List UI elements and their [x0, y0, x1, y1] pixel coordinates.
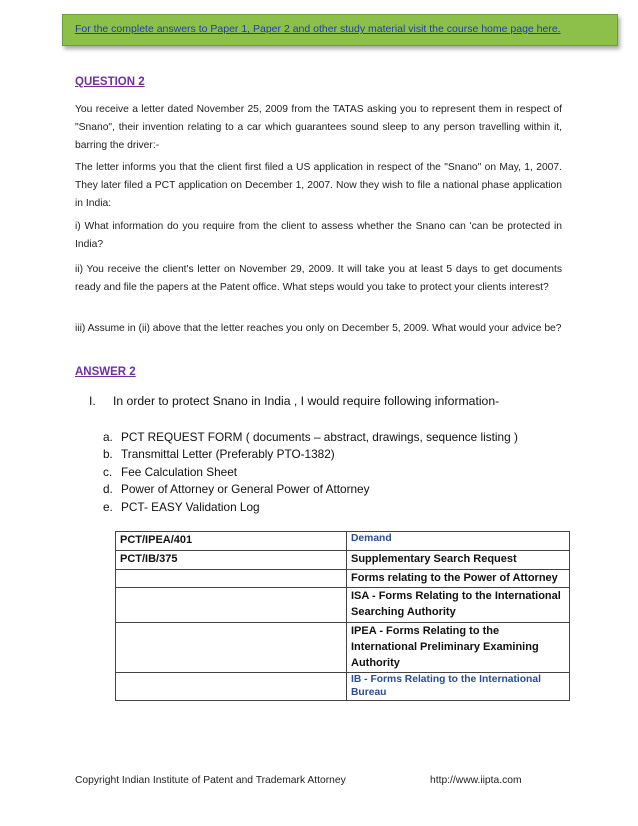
list-item — [103, 430, 518, 447]
list-item — [103, 482, 518, 499]
required-documents-list — [103, 430, 518, 517]
form-desc-cell: IB - Forms Relating to the International Bureau — [347, 673, 570, 701]
form-code-cell — [116, 588, 347, 623]
table-row — [116, 588, 570, 623]
table-row — [116, 622, 570, 672]
footer-url: http://www.iipta.com — [430, 775, 522, 786]
table-row — [116, 532, 570, 551]
form-desc-cell: ISA - Forms Relating to the International Searching Authority — [347, 588, 570, 623]
question-part-iii: iii) Assume in (ii) above that the letter reaches you only on December 5, 2009. What would your advice be? — [75, 323, 562, 334]
list-item-text: Transmittal Letter (Preferably PTO-1382) — [121, 447, 335, 462]
course-home-link[interactable]: For the complete answers to Paper 1, Paper 2 and other study material visit the course home page here. — [75, 23, 561, 35]
list-marker: d. — [103, 482, 113, 497]
list-item-text: Power of Attorney or General Power of Attorney — [121, 482, 370, 497]
answer-intro — [89, 394, 499, 408]
question-paragraph: You receive a letter dated November 25, 2009 from the TATAS asking you to represent them in respect of "Snano", their invention relating to a car which guarantees sound sleep to any person travelling within it, barring the driver:- — [75, 104, 562, 151]
list-item-text: Fee Calculation Sheet — [121, 464, 238, 479]
footer-copyright: Copyright Indian Institute of Patent and Trademark Attorney — [75, 775, 346, 786]
course-home-banner — [62, 14, 618, 46]
table-row — [116, 569, 570, 588]
question-heading: QUESTION 2 — [75, 76, 145, 88]
list-marker: a. — [103, 430, 113, 444]
intro-marker: I. — [89, 394, 96, 408]
intro-text: In order to protect Snano in India , I would require following information- — [113, 394, 500, 408]
table-row — [116, 673, 570, 701]
form-code-cell — [116, 673, 347, 701]
list-marker: b. — [103, 447, 113, 462]
list-item-text: PCT REQUEST FORM ( documents – abstract, drawings, sequence listing ) — [121, 430, 518, 444]
list-item-text: PCT- EASY Validation Log — [121, 499, 260, 514]
form-desc-cell: Forms relating to the Power of Attorney — [347, 569, 570, 588]
list-item — [103, 465, 518, 482]
list-marker: e. — [103, 499, 113, 514]
question-part-ii: ii) You receive the client's letter on November 29, 2009. It will take you at least 5 days to get documents ready and file the papers at the Patent office. What steps would you take to protect your clients interest? — [75, 264, 562, 293]
list-marker: c. — [103, 464, 113, 479]
answer-heading: ANSWER 2 — [75, 366, 136, 378]
pct-forms-table — [115, 531, 570, 701]
table-row — [116, 550, 570, 569]
list-item — [103, 500, 518, 517]
list-item — [103, 447, 518, 464]
form-code-cell — [116, 569, 347, 588]
form-desc-cell: Supplementary Search Request — [347, 550, 570, 569]
form-code-cell: PCT/IPEA/401 — [116, 532, 347, 551]
question-paragraph: The letter informs you that the client first filed a US application in respect of the "Snano" on May, 1, 2007. They later filed a PCT application on December 1, 2007. Now they wish to file a national phase application in India: — [75, 162, 562, 209]
form-desc-cell: IPEA - Forms Relating to the International Preliminary Examining Authority — [347, 622, 570, 672]
form-code-cell — [116, 622, 347, 672]
form-desc-cell: Demand — [347, 532, 570, 551]
form-code-cell: PCT/IB/375 — [116, 550, 347, 569]
question-part-i: i) What information do you require from the client to assess whether the Snano can 'can be protected in India? — [75, 221, 562, 250]
